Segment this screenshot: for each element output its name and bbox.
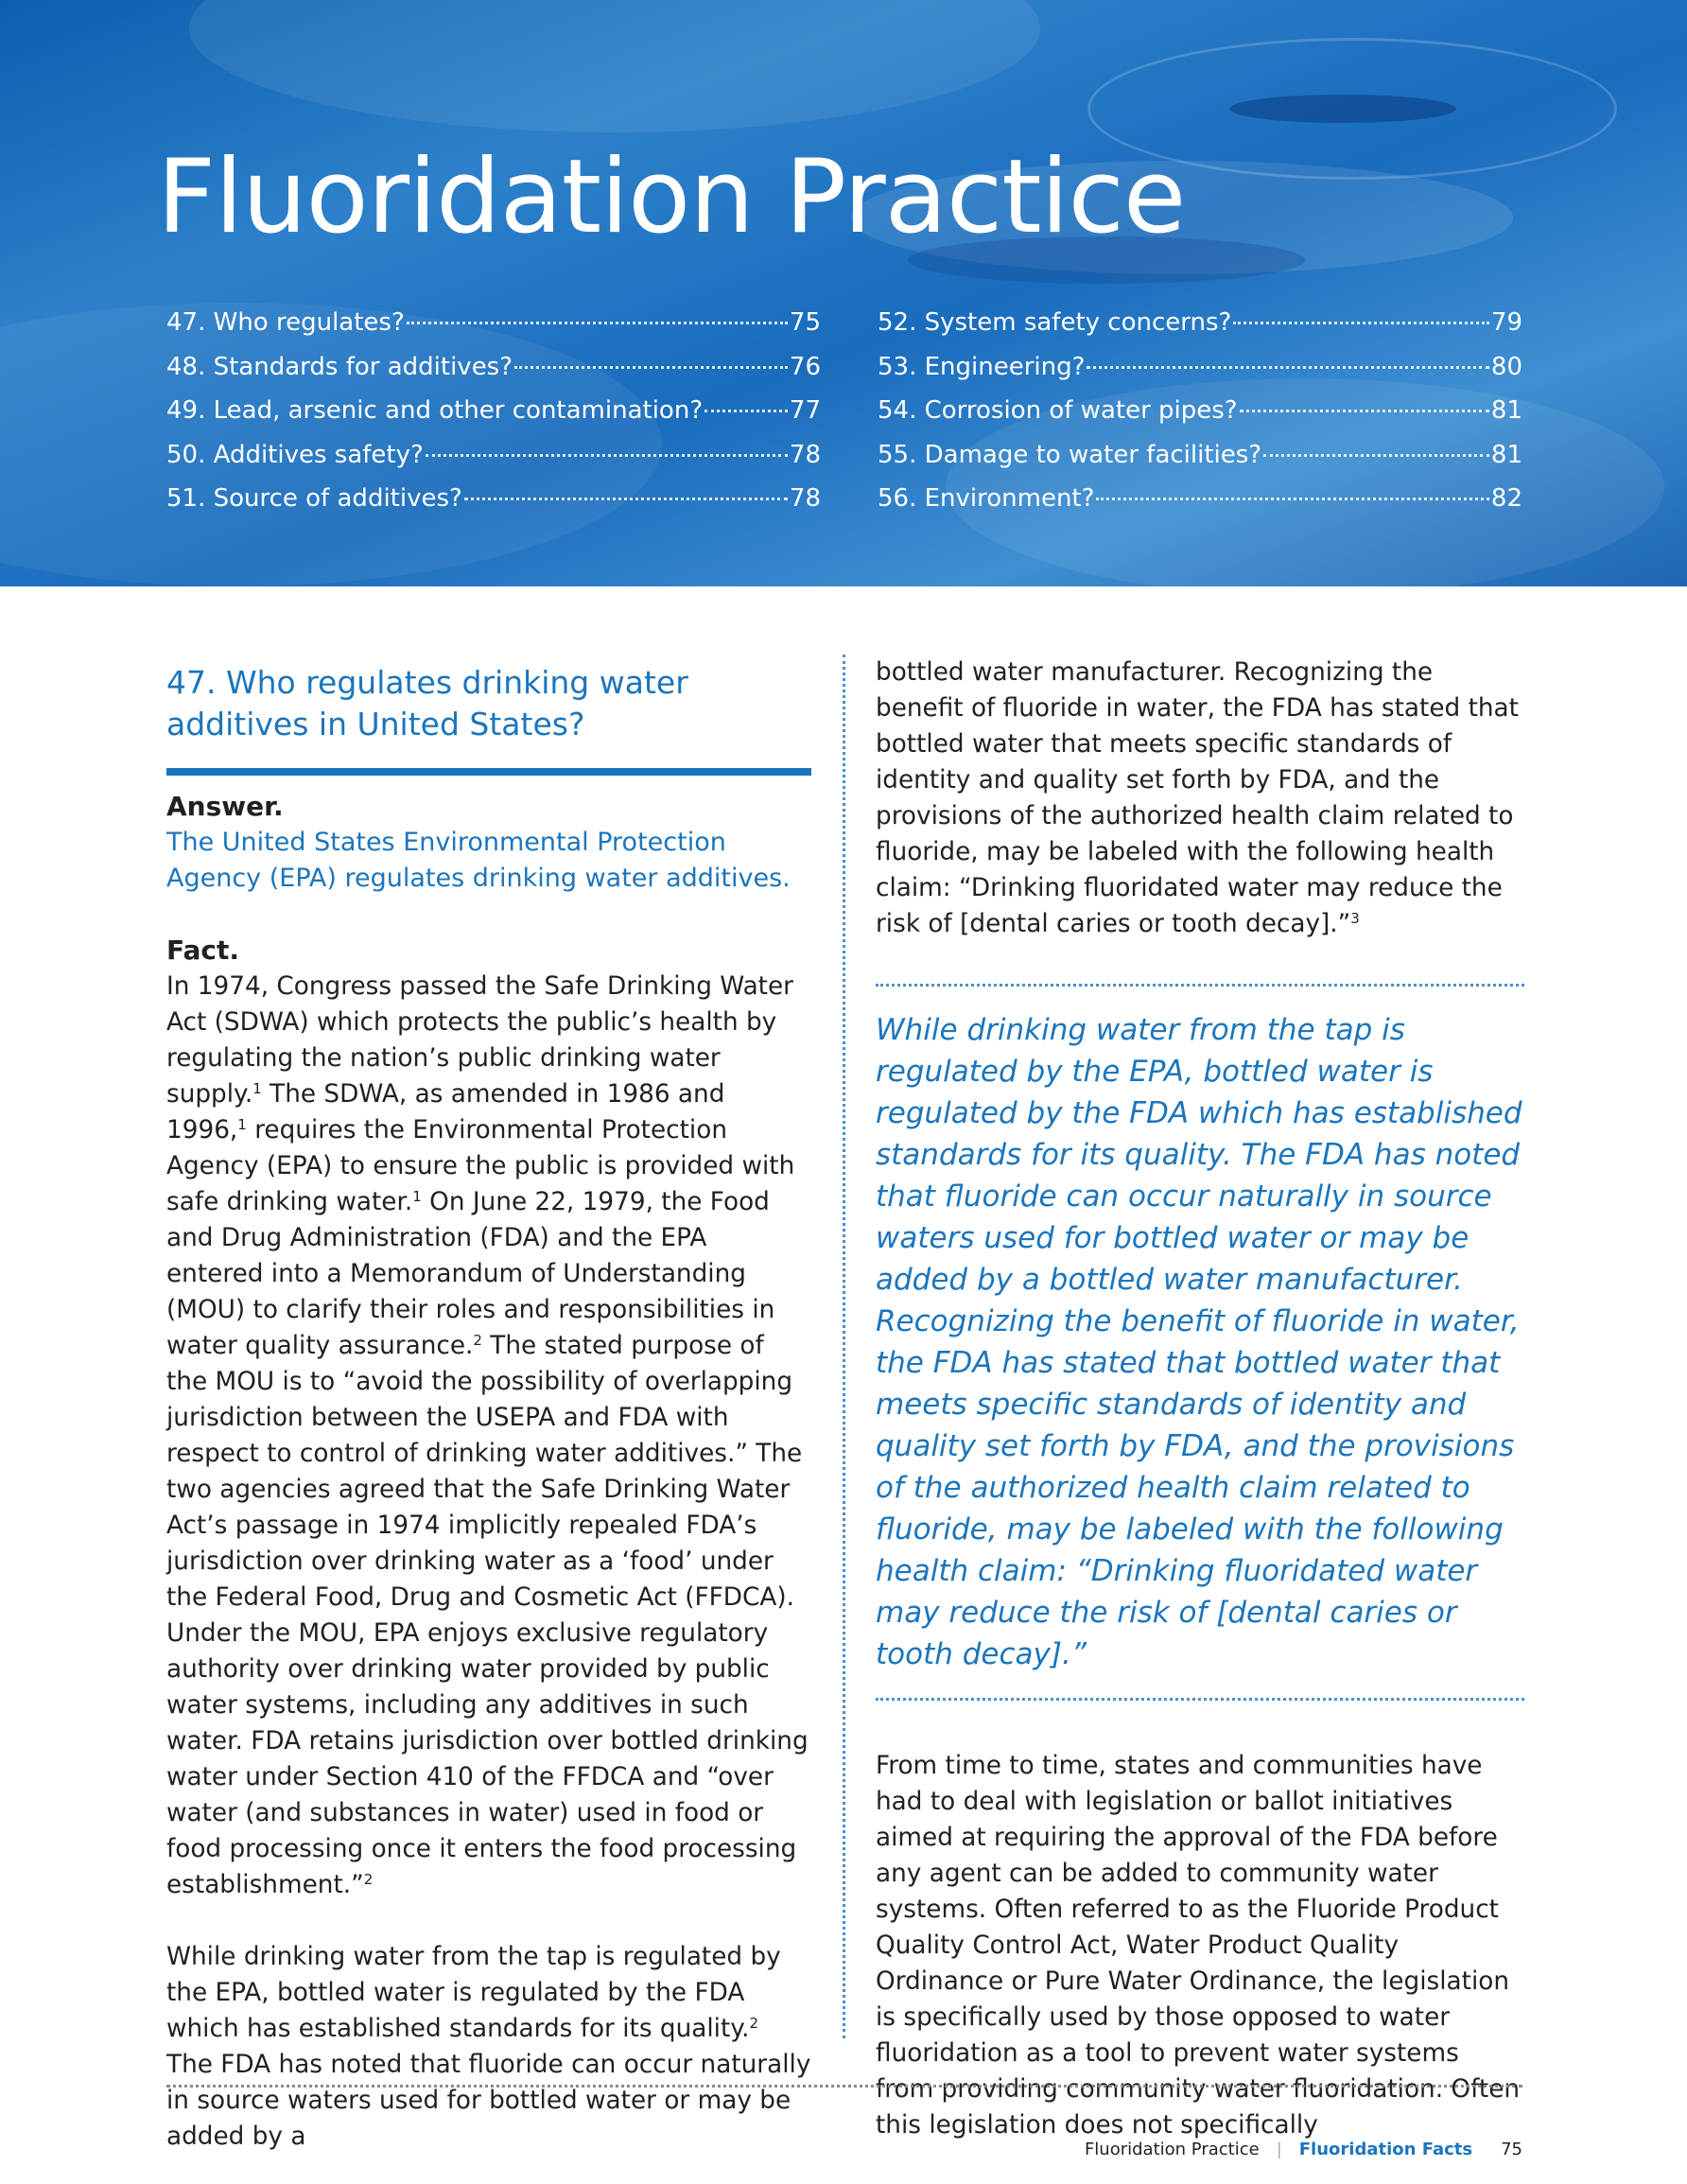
- toc-item[interactable]: 52. System safety concerns? 79: [878, 308, 1522, 337]
- pull-quote-rule-bottom: [876, 1698, 1524, 1701]
- footer-separator: |: [1276, 2140, 1282, 2159]
- toc-item[interactable]: 47. Who regulates? 75: [166, 308, 821, 337]
- footer-rule: [166, 2085, 1522, 2088]
- footnote-ref[interactable]: 2: [473, 1332, 482, 1349]
- toc-item[interactable]: 51. Source of additives? 78: [166, 484, 821, 513]
- table-of-contents-left: [166, 308, 821, 529]
- page-footer: [0, 2140, 1522, 2159]
- fact-paragraph: In 1974, Congress passed the Safe Drinking Water Act (SDWA) which protects the public’s health by regulating the nation’s public drinking water supply.$^1$ The SDWA, as amended in 1986 and 1996,$^1$ requires the Environmental Protection Agency (EPA) to ensure the public is provided with safe drinking water.$^1$ On June 22, 1979, the Food and Drug Administration (FDA) and the EPA entered into a Memorandum of Understanding (MOU) to clarify their roles and responsibilities in water quality assurance.$^2$ The stated purpose of the MOU is to “avoid the possibility of overlapping jurisdiction between the USEPA and FDA with respect to control of drinking water additives.” The two agencies agreed that the Safe Drinking Water Act’s passage in 1974 implicitly repealed FDA’s jurisdiction over drinking water as a ‘food’ under the Federal Food, Drug and Cosmetic Act (FFDCA). Under the MOU, EPA enjoys exclusive regulatory authority over drinking water provided by public water systems, including any additives in such water. FDA retains jurisdiction over bottled drinking water under Section 410 of the FFDCA and “over water (and substances in water) used in food or food processing once it enters the food processing establishment.”$^2$: [166, 972, 809, 1899]
- footnote-ref[interactable]: 3: [1350, 910, 1360, 927]
- leader-dots: [1233, 322, 1489, 324]
- table-of-contents-right: [878, 308, 1522, 529]
- heading-rule: [166, 768, 811, 776]
- page-number: 75: [1501, 2140, 1522, 2159]
- toc-item[interactable]: 50. Additives safety? 78: [166, 440, 821, 469]
- leader-dots: [704, 410, 788, 412]
- answer-text: The United States Environmental Protection Agency (EPA) regulates drinking water additives.: [166, 828, 791, 893]
- answer-label: Answer.: [166, 791, 284, 822]
- footnote-ref[interactable]: 1: [412, 1188, 422, 1205]
- leader-dots: [1087, 366, 1488, 369]
- page-title: Fluoridation Practice: [157, 138, 1186, 256]
- left-column: [166, 662, 811, 2155]
- footer-publication-title: Fluoridation Facts: [1298, 2140, 1473, 2159]
- right-column: [876, 658, 1524, 2143]
- leader-dots: [1263, 454, 1489, 457]
- footer-section-title: Fluoridation Practice: [1084, 2140, 1260, 2159]
- water-ripple: [189, 0, 1040, 132]
- footnote-ref[interactable]: 2: [363, 1871, 374, 1888]
- leader-dots: [426, 454, 788, 457]
- toc-item[interactable]: 53. Engineering? 80: [878, 352, 1522, 381]
- leader-dots: [514, 366, 788, 369]
- footnote-ref[interactable]: 2: [749, 2015, 759, 2032]
- toc-item[interactable]: 56. Environment? 82: [878, 484, 1522, 513]
- toc-item[interactable]: 55. Damage to water facilities? 81: [878, 440, 1522, 469]
- toc-item[interactable]: 48. Standards for additives? 76: [166, 352, 821, 381]
- column-divider: [843, 655, 845, 2038]
- bottled-water-paragraph: While drinking water from the tap is regulated by the EPA, bottled water is regulated by the FDA which has established standards for its quality.$^2$ The FDA has noted that fluoride can occur naturally in source waters used for bottled water or may be added by a: [166, 1943, 811, 2151]
- continued-paragraph: bottled water manufacturer. Recognizing the benefit of fluoride in water, the FDA has stated that bottled water that meets specific standards of identity and quality set forth by FDA, and the provisions of the authorized health claim related to fluoride, may be labeled with the following health claim: “Drinking fluoridated water may reduce the risk of [dental caries or tooth decay].”$^3$: [876, 658, 1519, 938]
- leader-dots: [464, 498, 788, 500]
- legislation-paragraph: From time to time, states and communities have had to deal with legislation or ballot initiatives aimed at requiring the approval of the FDA before any agent can be added to community water systems. Often referred to as the Fluoride Product Quality Control Act, Water Product Quality Ordinance or Pure Water Ordinance, the legislation is specifically used by those opposed to water fluoridation as a tool to prevent water systems from providing community water fluoridation. Often this legislation does not specifically: [876, 1752, 1521, 2140]
- leader-dots: [1096, 498, 1488, 500]
- leader-dots: [1240, 410, 1489, 412]
- pull-quote-rule-top: [876, 984, 1524, 987]
- pull-quote: While drinking water from the tap is regulated by the EPA, bottled water is regulated by the FDA which has established standards for its quality. The FDA has noted that fluoride can occur naturally in source waters used for bottled water or may be added by a bottled water manufacturer. Recognizing the benefit of fluoride in water, the FDA has stated that bottled water that meets specific standards of identity and quality set forth by FDA, and the provisions of the authorized health claim related to fluoride, may be labeled with the following health claim: “Drinking fluoridated water may reduce the risk of [dental caries or tooth decay].”: [876, 1013, 1522, 1671]
- toc-item[interactable]: 54. Corrosion of water pipes? 81: [878, 396, 1522, 425]
- footnote-ref[interactable]: 1: [252, 1080, 262, 1097]
- leader-dots: [407, 322, 788, 324]
- fact-label: Fact.: [166, 935, 239, 966]
- toc-item[interactable]: 49. Lead, arsenic and other contamination? 77: [166, 396, 821, 425]
- header-banner: [0, 0, 1687, 586]
- footnote-ref[interactable]: 1: [237, 1116, 247, 1133]
- question-heading: 47. Who regulates drinking water additives in United States?: [166, 664, 688, 743]
